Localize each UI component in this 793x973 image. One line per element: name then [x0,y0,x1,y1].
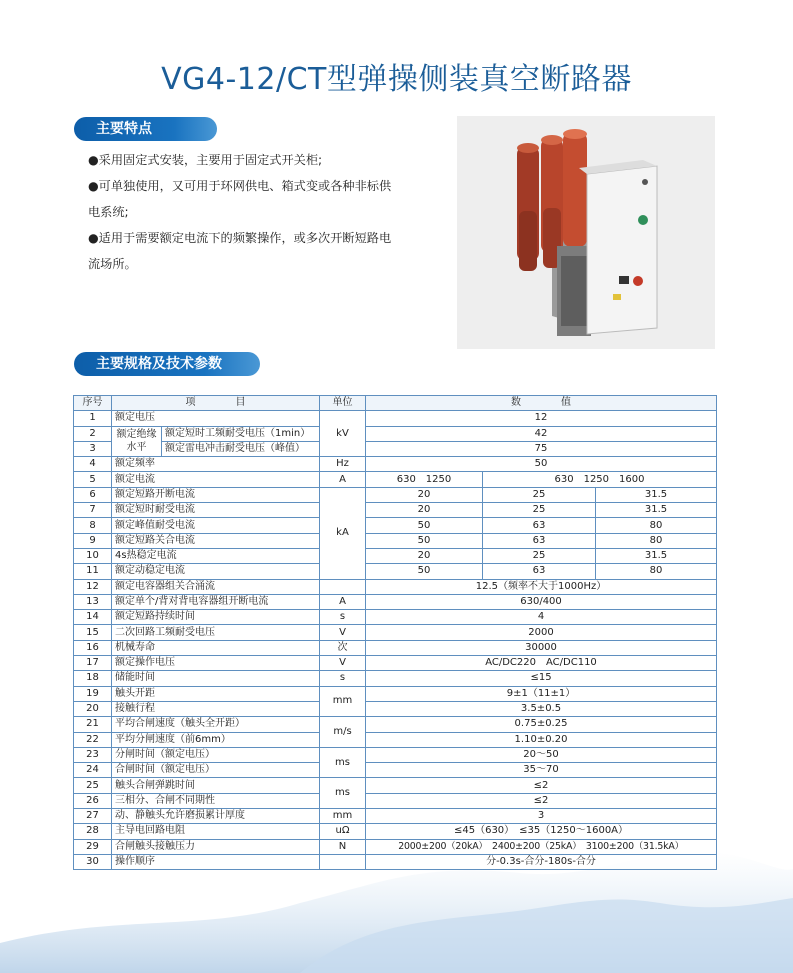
table-row [74,472,717,487]
row-value-31ka: 31.5 [596,503,717,518]
table-row [74,426,717,441]
row-no: 7 [74,503,112,518]
row-unit: mm [320,809,366,824]
row-item: 额定短路持续时间 [112,610,320,625]
table-row [74,763,717,778]
table-row [74,625,717,640]
page-title: VG4-12/CT型弹操侧装真空断路器 [161,62,632,97]
row-no: 5 [74,472,112,487]
row-value-25ka: 25 [483,548,596,563]
row-value: 50 [366,457,717,472]
row-item: 额定短时耐受电流 [112,503,320,518]
row-value-25ka: 25 [483,487,596,502]
row-unit: ms [320,778,366,809]
table-row [74,701,717,716]
row-item: 主导电回路电阻 [112,824,320,839]
table-row [74,686,717,701]
row-value: 1.10±0.20 [366,732,717,747]
row-item: 额定峰值耐受电流 [112,518,320,533]
feature-line: ●可单独使用，又可用于环网供电、箱式变或各种非标供 [88,179,392,193]
row-item: 触头开距 [112,686,320,701]
header-value: 数 值 [366,396,717,411]
row-unit: ms [320,747,366,778]
table-row [74,441,717,456]
row-value: 42 [366,426,717,441]
row-value-31ka: 31.5 [596,487,717,502]
row-value: 4 [366,610,717,625]
table-row [74,717,717,732]
table-row [74,411,717,426]
table-row [74,610,717,625]
row-no: 15 [74,625,112,640]
section-badge-features: 主要特点 [74,117,217,141]
row-value: 分-0.3s-合分-180s-合分 [366,854,717,869]
row-value-20ka: 20 [366,503,483,518]
table-row [74,732,717,747]
table-row [74,518,717,533]
feature-line: 流场所。 [88,257,137,271]
row-item: 触头合闸弹跳时间 [112,778,320,793]
table-row [74,564,717,579]
row-item: 操作顺序 [112,854,320,869]
row-no: 10 [74,548,112,563]
table-row [74,809,717,824]
row-no: 11 [74,564,112,579]
row-value-25ka: 63 [483,518,596,533]
row-item: 储能时间 [112,671,320,686]
feature-line: ●适用于需要额定电流下的频繁操作，或多次开断短路电 [88,231,392,245]
row-value-current-a: 630 1250 [366,472,483,487]
row-no: 13 [74,594,112,609]
row-unit: s [320,610,366,625]
row-item: 分闸时间（额定电压） [112,747,320,762]
table-row [74,656,717,671]
row-item: 额定动稳定电流 [112,564,320,579]
row-value: 9±1（11±1） [366,686,717,701]
row-no: 27 [74,809,112,824]
header-no: 序号 [74,396,112,411]
features-list [88,147,443,277]
row-no: 16 [74,640,112,655]
row-item: 额定电压 [112,411,320,426]
row-value-current-b: 630 1250 1600 [483,472,717,487]
row-no: 8 [74,518,112,533]
table-row [74,778,717,793]
row-item: 动、静触头允许磨损累计厚度 [112,809,320,824]
table-row [74,640,717,655]
row-item: 接触行程 [112,701,320,716]
row-no: 6 [74,487,112,502]
row-no: 20 [74,701,112,716]
row-no: 23 [74,747,112,762]
row-value: 2000 [366,625,717,640]
row-value: ≤2 [366,793,717,808]
row-no: 28 [74,824,112,839]
row-value: 3 [366,809,717,824]
row-value: 30000 [366,640,717,655]
row-value: ≤15 [366,671,717,686]
row-value: 630/400 [366,594,717,609]
row-unit: kV [320,411,366,457]
row-value: 0.75±0.25 [366,717,717,732]
row-item: 额定短路开断电流 [112,487,320,502]
table-row [74,839,717,854]
row-item: 机械寿命 [112,640,320,655]
row-value: 75 [366,441,717,456]
table-row [74,533,717,548]
row-value-31ka: 80 [596,518,717,533]
row-unit: N [320,839,366,854]
row-value-20ka: 20 [366,487,483,502]
row-unit: Hz [320,457,366,472]
row-item: 额定频率 [112,457,320,472]
row-value: AC/DC220 AC/DC110 [366,656,717,671]
row-value-31ka: 80 [596,533,717,548]
row-item: 三相分、合闸不同期性 [112,793,320,808]
spec-table [73,395,717,870]
row-no: 17 [74,656,112,671]
row-value: ≤45（630） ≤35（1250～1600A） [366,824,717,839]
row-unit: A [320,594,366,609]
table-row [74,671,717,686]
row-unit: s [320,671,366,686]
row-value-25ka: 63 [483,564,596,579]
table-row [74,824,717,839]
row-no: 24 [74,763,112,778]
feature-line: 电系统; [88,205,129,219]
row-value: ≤2 [366,778,717,793]
row-value-20ka: 20 [366,548,483,563]
row-no: 12 [74,579,112,594]
row-value-31ka: 80 [596,564,717,579]
row-no: 18 [74,671,112,686]
row-no: 3 [74,441,112,456]
row-value: 2000±200（20kA） 2400±200（25kA） 3100±200（31.5kA） [366,839,717,854]
row-value-31ka: 31.5 [596,548,717,563]
row-unit: uΩ [320,824,366,839]
table-row [74,457,717,472]
row-no: 29 [74,839,112,854]
table-row [74,854,717,869]
row-unit: 次 [320,640,366,655]
row-unit: mm [320,686,366,717]
row-value: 20～50 [366,747,717,762]
table-row [74,487,717,502]
header-item: 项 目 [112,396,320,411]
row-value-25ka: 63 [483,533,596,548]
table-row [74,548,717,563]
row-item: 额定短路关合电流 [112,533,320,548]
row-value: 12 [366,411,717,426]
table-row [74,579,717,594]
row-item: 额定短时工频耐受电压（1min） [162,426,320,441]
row-no: 14 [74,610,112,625]
row-item: 额定电容器组关合涌流 [112,579,320,594]
row-unit [320,854,366,869]
table-row [74,594,717,609]
row-unit [320,579,366,594]
row-unit: A [320,472,366,487]
row-item: 额定操作电压 [112,656,320,671]
row-unit: V [320,656,366,671]
row-item: 二次回路工频耐受电压 [112,625,320,640]
row-no: 26 [74,793,112,808]
row-no: 1 [74,411,112,426]
row-item: 额定电流 [112,472,320,487]
row-no: 2 [74,426,112,441]
row-value: 3.5±0.5 [366,701,717,716]
row-no: 22 [74,732,112,747]
row-item: 4s热稳定电流 [112,548,320,563]
section-badge-specs: 主要规格及技术参数 [74,352,260,376]
row-no: 21 [74,717,112,732]
row-item: 合闸触头接触压力 [112,839,320,854]
row-value-20ka: 50 [366,518,483,533]
row-group: 额定绝缘水平 [112,426,162,457]
row-no: 19 [74,686,112,701]
row-unit: V [320,625,366,640]
row-value: 35～70 [366,763,717,778]
row-item: 合闸时间（额定电压） [112,763,320,778]
row-item: 额定雷电冲击耐受电压（峰值） [162,441,320,456]
table-row [74,503,717,518]
table-row [74,747,717,762]
row-unit: m/s [320,717,366,748]
feature-line: ●采用固定式安装，主要用于固定式开关柜; [88,153,323,167]
table-header-row [74,396,717,411]
product-photo [457,116,715,349]
row-no: 30 [74,854,112,869]
row-unit: kA [320,487,366,579]
row-no: 25 [74,778,112,793]
row-value-25ka: 25 [483,503,596,518]
row-no: 4 [74,457,112,472]
row-item: 额定单个/背对背电容器组开断电流 [112,594,320,609]
row-item: 平均合闸速度（触头全开距） [112,717,320,732]
row-no: 9 [74,533,112,548]
row-value: 12.5（频率不大于1000Hz） [366,579,717,594]
row-item: 平均分闸速度（前6mm） [112,732,320,747]
row-value-20ka: 50 [366,533,483,548]
table-row [74,793,717,808]
header-unit: 单位 [320,396,366,411]
row-value-20ka: 50 [366,564,483,579]
